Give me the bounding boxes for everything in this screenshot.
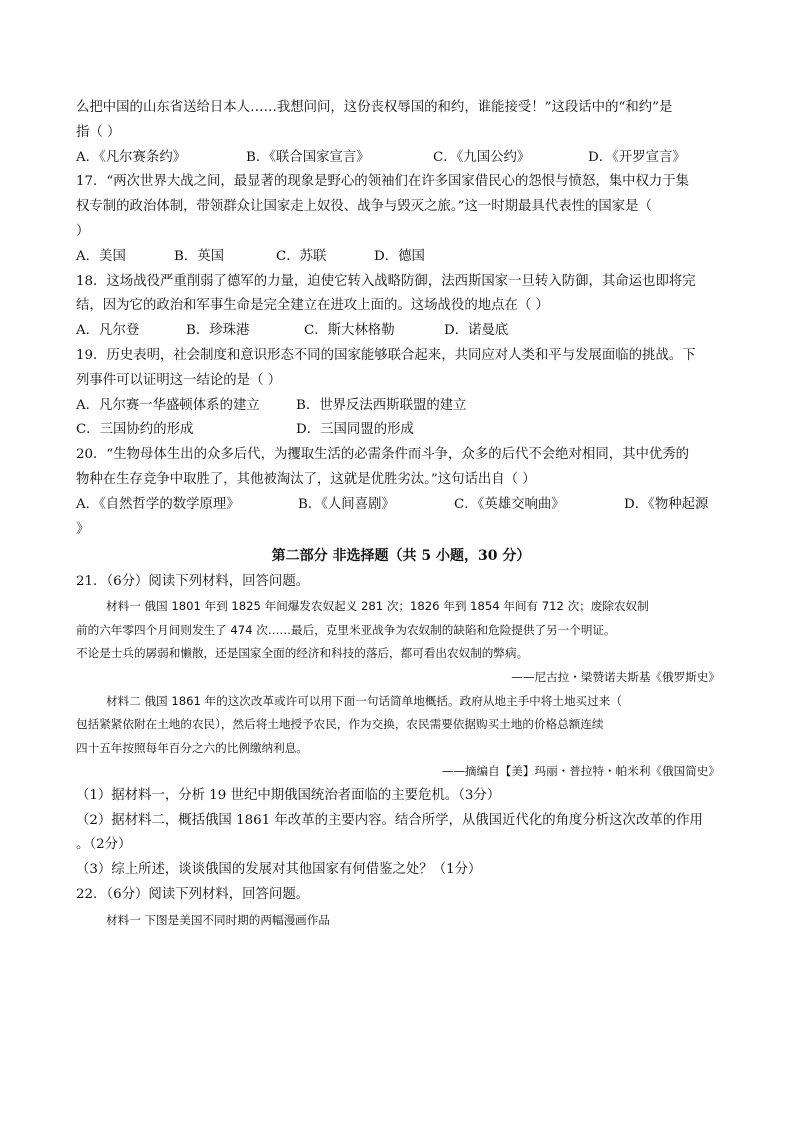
material-text: 材料一 俄国 1801 年到 1825 年间爆发农奴起义 281 次；1826 年到 1854 年间有 712 次；废除农奴制 xyxy=(106,599,649,614)
question-20 xyxy=(76,443,726,542)
question-17 xyxy=(76,170,726,269)
question-text: 指（ ） xyxy=(76,124,121,140)
option-c[interactable]: C．《九国公约》 xyxy=(433,149,531,165)
option-a[interactable]: A．《自然哲学的数学原理》 xyxy=(76,496,240,512)
options-row xyxy=(76,146,726,171)
question-text: 权专制的政治体制，带领群众让国家走上奴役、战争与毁灭之旅。”这一时期最具代表性的国家是（ xyxy=(76,199,652,215)
options-row xyxy=(76,245,726,270)
material-text: 前的六年零四个月间则发生了 474 次……最后，克里米亚战争为农奴制的缺陷和危险提供了另一个明证。 xyxy=(76,622,616,637)
option-d[interactable]: D．诺曼底 xyxy=(444,323,509,339)
options-row xyxy=(76,418,726,443)
question-text: 18．这场战役严重削弱了德军的力量，迫使它转入战略防御，法西斯国家一旦转入防御，其命运也即将完 xyxy=(76,273,696,289)
question-text: 么把中国的山东省送给日本人……我想问问，这份丧权辱国的和约，谁能接受！”这段话中的“和约”是 xyxy=(76,100,673,115)
option-b[interactable]: B．英国 xyxy=(174,248,225,264)
options-row xyxy=(76,493,726,518)
option-b[interactable]: B．珍珠港 xyxy=(186,323,250,339)
section-heading: 第二部分 非选择题（共 5 小题，30 分） xyxy=(271,548,531,565)
option-b[interactable]: B．《人间喜剧》 xyxy=(298,496,395,512)
sub-question-1: （1）据材料一，分析 19 世纪中期俄国统治者面临的主要危机。（3分） xyxy=(76,787,501,803)
material-text: 不论是士兵的孱弱和懒散，还是国家全面的经济和科技的落后，都可看出农奴制的弊病。 xyxy=(76,646,529,661)
question-text: 19．历史表明，社会制度和意识形态不同的国家能够联合起来，共同应对人类和平与发展面临的挑战。下 xyxy=(76,347,696,363)
options-row xyxy=(76,319,726,344)
question-text: 17．“两次世界大战之间，最显著的现象是野心的领袖们在许多国家借民心的怨恨与愤怒，集中权力于集 xyxy=(76,174,690,190)
option-c[interactable]: C．《英雄交响曲》 xyxy=(454,496,565,512)
option-b[interactable]: B．世界反法西斯联盟的建立 xyxy=(296,397,467,413)
question-text: 列事件可以证明这一结论的是（ ） xyxy=(76,372,282,388)
option-d[interactable]: D．《物种起源 xyxy=(624,496,709,512)
question-stem: 21．（6分）阅读下列材料，回答问题。 xyxy=(76,574,310,590)
question-19 xyxy=(76,344,726,443)
question-text: ） xyxy=(76,223,90,239)
option-a[interactable]: A．凡尔赛一华盛顿体系的建立 xyxy=(76,397,260,413)
material-text: 材料二 俄国 1861 年的这次改革或许可以用下面一句话简单地概括。政府从地主手中将土地买过来（ xyxy=(106,693,622,708)
option-d[interactable]: D．三国同盟的形成 xyxy=(296,422,414,438)
material-text: 四十五年按照每年百分之六的比例缴纳利息。 xyxy=(76,740,308,755)
sub-question-3: （3）综上所述，谈谈俄国的发展对其他国家有何借鉴之处？（1分） xyxy=(76,862,482,878)
question-16 xyxy=(76,96,726,170)
question-text: 物种在生存竞争中取胜了，其他被淘汰了，这就是优胜劣汰。”这句话出自（ ） xyxy=(76,471,536,487)
sub-question-2: （2）据材料二，概括俄国 1861 年改革的主要内容。结合所学，从俄国近代化的角度分析这次改革的作用 xyxy=(76,812,703,828)
option-c[interactable]: C．斯大林格勒 xyxy=(304,323,395,339)
option-a[interactable]: A．《凡尔赛条约》 xyxy=(76,149,187,165)
exam-page xyxy=(76,96,726,932)
material-one xyxy=(76,595,726,666)
option-a[interactable]: A．凡尔登 xyxy=(76,323,140,339)
material-two xyxy=(76,690,726,761)
option-d[interactable]: D．《开罗宣言》 xyxy=(588,149,686,165)
option-c[interactable]: C．三国协约的形成 xyxy=(76,422,194,438)
question-22 xyxy=(76,883,726,932)
option-d-wrap: 》 xyxy=(76,521,90,537)
sub-question-2-wrap: 。（2分） xyxy=(76,837,132,853)
question-text: 20．“生物母体生出的众多后代，为攫取生活的必需条件而斗争，众多的后代不会绝对相同，其中优秀的 xyxy=(76,447,690,463)
question-18 xyxy=(76,270,726,344)
material-source: ——尼古拉・梁赞诺夫斯基《俄罗斯史》 xyxy=(511,669,720,684)
option-a[interactable]: A．美国 xyxy=(76,248,126,264)
option-b[interactable]: B．《联合国家宣言》 xyxy=(246,149,370,165)
material-source: ——摘编自【美】玛丽・普拉特・帕米利《俄国简史》 xyxy=(441,764,720,779)
options-row xyxy=(76,394,726,419)
option-c[interactable]: C．苏联 xyxy=(276,248,327,264)
material-one: 材料一 下图是美国不同时期的两幅漫画作品 xyxy=(106,912,330,927)
question-21 xyxy=(76,570,726,883)
question-text: 结，因为它的政治和军事生命是完全建立在进攻上面的。这场战役的地点在（ ） xyxy=(76,298,549,314)
option-d[interactable]: D．德国 xyxy=(374,248,425,264)
question-stem: 22．（6分）阅读下列材料，回答问题。 xyxy=(76,887,310,903)
material-text: 包括紧紧依附在土地的农民），然后将土地授予农民，作为交换，农民需要依据购买土地的价格总额连续 xyxy=(76,717,604,732)
